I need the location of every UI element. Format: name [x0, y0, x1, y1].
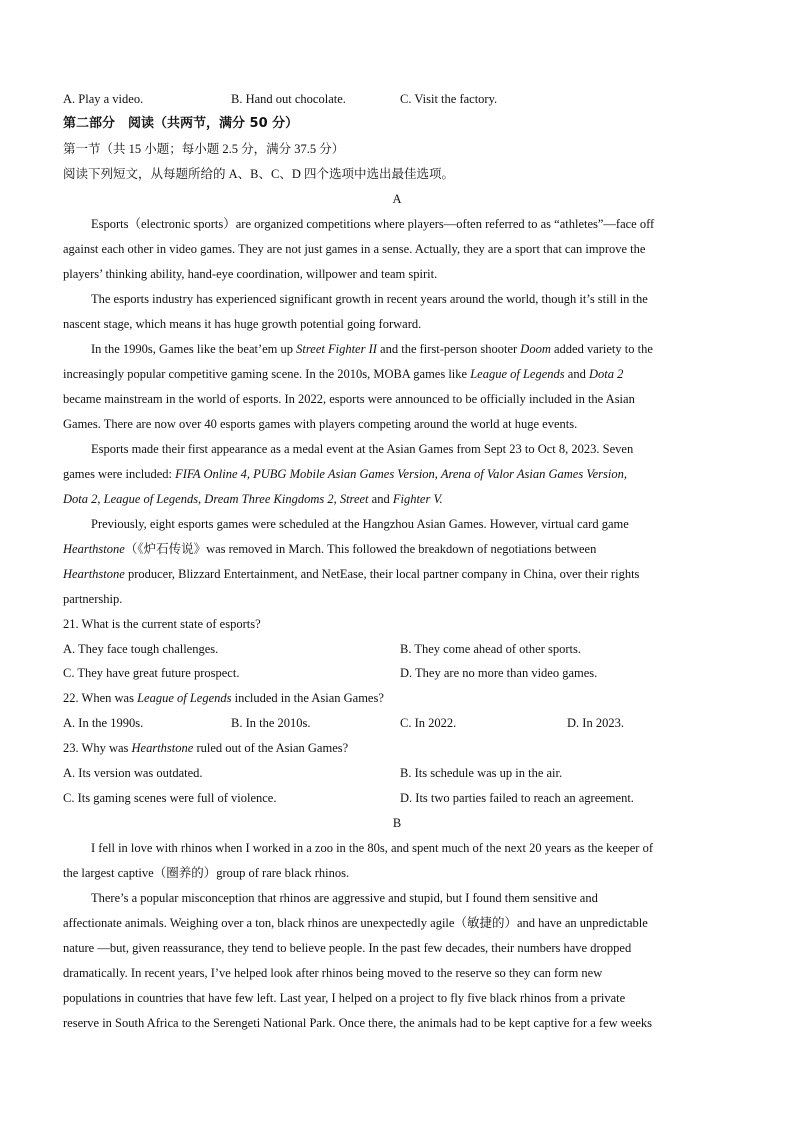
question-23-option-b: B. Its schedule was up in the air. — [400, 766, 563, 780]
question-23-option-a: A. Its version was outdated. — [63, 766, 203, 780]
passage-a-p3-line2: increasingly popular competitive gaming scene. In the 2010s, MOBA games like League of Legends and Dota 2 — [63, 367, 624, 381]
part-title: 第二部分 阅读（共两节，满分 50 分） — [63, 116, 299, 131]
passage-b-line2: the largest captive（圈养的）group of rare black rhinos. — [63, 866, 350, 880]
passage-a-p4-line3: Dota 2, League of Legends, Dream Three Kingdoms 2, Street and Fighter V. — [63, 492, 443, 506]
passage-a-p1-line2: against each other in video games. They are not just games in a sense. Actually, they are a sport that can improve the — [63, 242, 646, 256]
question-21-option-c: C. They have great future prospect. — [63, 666, 240, 680]
passage-a-p5-line4: partnership. — [63, 592, 123, 606]
passage-b-label: B — [392, 816, 402, 830]
question-23-stem: 23. Why was Hearthstone ruled out of the Asian Games? — [63, 741, 349, 755]
passage-a-p1-line3: players’ thinking ability, hand-eye coordination, willpower and team spirit. — [63, 267, 438, 281]
passage-a-p5-line1: Previously, eight esports games were scheduled at the Hangzhou Asian Games. However, virtual card game — [91, 517, 629, 531]
question-22-option-b: B. In the 2010s. — [231, 716, 311, 730]
question-21-option-b: B. They come ahead of other sports. — [400, 642, 581, 656]
section-title: 第一节（共 15 小题；每小题 2.5 分，满分 37.5 分） — [63, 142, 345, 156]
question-22-option-d: D. In 2023. — [567, 716, 624, 730]
question-21-stem: 21. What is the current state of esports? — [63, 617, 261, 631]
top-option-a: A. Play a video. — [63, 92, 144, 106]
passage-a-p2-line2: nascent stage, which means it has huge growth potential going forward. — [63, 317, 422, 331]
passage-a-p4-line1: Esports made their first appearance as a medal event at the Asian Games from Sept 23 to Oct 8, 2023. Seven — [91, 442, 634, 456]
passage-a-p5-line2: Hearthstone（《炉石传说》was removed in March. This followed the breakdown of negotiations between — [63, 542, 597, 556]
passage-a-p3-line4: Games. There are now over 40 esports games with players competing around the world at huge events. — [63, 417, 578, 431]
passage-b-line8: reserve in South Africa to the Serengeti National Park. Once there, the animals had to be kept captive for a few weeks — [63, 1016, 653, 1030]
passage-b-line3: There’s a popular misconception that rhinos are aggressive and stupid, but I found them sensitive and — [91, 891, 598, 905]
passage-b-line7: populations in countries that have few left. Last year, I helped on a project to fly five black rhinos from a private — [63, 991, 626, 1005]
question-22-option-c: C. In 2022. — [400, 716, 457, 730]
question-21-option-a: A. They face tough challenges. — [63, 642, 219, 656]
passage-a-p2-line1: The esports industry has experienced significant growth in recent years around the world, though it’s still in the — [91, 292, 648, 306]
passage-a-label: A — [392, 192, 402, 206]
passage-a-p3-line3: became mainstream in the world of esports. In 2022, esports were announced to be officially included in the Asian — [63, 392, 635, 406]
passage-b-line1: I fell in love with rhinos when I worked in a zoo in the 80s, and spent much of the next 20 years as the keeper of — [91, 841, 653, 855]
passage-b-line4: affectionate animals. Weighing over a ton, black rhinos are unexpectedly agile（敏捷的）and have an unpredictable — [63, 916, 648, 930]
passage-a-p1-line1: Esports（electronic sports）are organized competitions where players—often referred to as “athletes”—face off — [91, 217, 655, 231]
top-option-c: C. Visit the factory. — [400, 92, 498, 106]
passage-a-p4-line2: games were included: FIFA Online 4, PUBG Mobile Asian Games Version, Arena of Valor Asian Games Version, — [63, 467, 627, 481]
question-23-option-d: D. Its two parties failed to reach an agreement. — [400, 791, 634, 805]
question-22-option-a: A. In the 1990s. — [63, 716, 144, 730]
passage-b-line5: nature —but, given reassurance, they tend to believe people. In the past few decades, their numbers have dropped — [63, 941, 632, 955]
passage-a-p5-line3: Hearthstone producer, Blizzard Entertainment, and NetEase, their local partner company in China, over their rights — [63, 567, 640, 581]
question-21-option-d: D. They are no more than video games. — [400, 666, 598, 680]
passage-a-p3-line1: In the 1990s, Games like the beat’em up Street Fighter II and the first-person shooter Doom added variety to the — [91, 342, 653, 356]
question-23-option-c: C. Its gaming scenes were full of violence. — [63, 791, 277, 805]
question-22-stem: 22. When was League of Legends included in the Asian Games? — [63, 691, 384, 705]
passage-b-line6: dramatically. In recent years, I’ve helped look after rhinos being moved to the reserve so they can form new — [63, 966, 603, 980]
instruction: 阅读下列短文，从每题所给的 A、B、C、D 四个选项中选出最佳选项。 — [63, 167, 454, 181]
top-option-b: B. Hand out chocolate. — [231, 92, 346, 106]
